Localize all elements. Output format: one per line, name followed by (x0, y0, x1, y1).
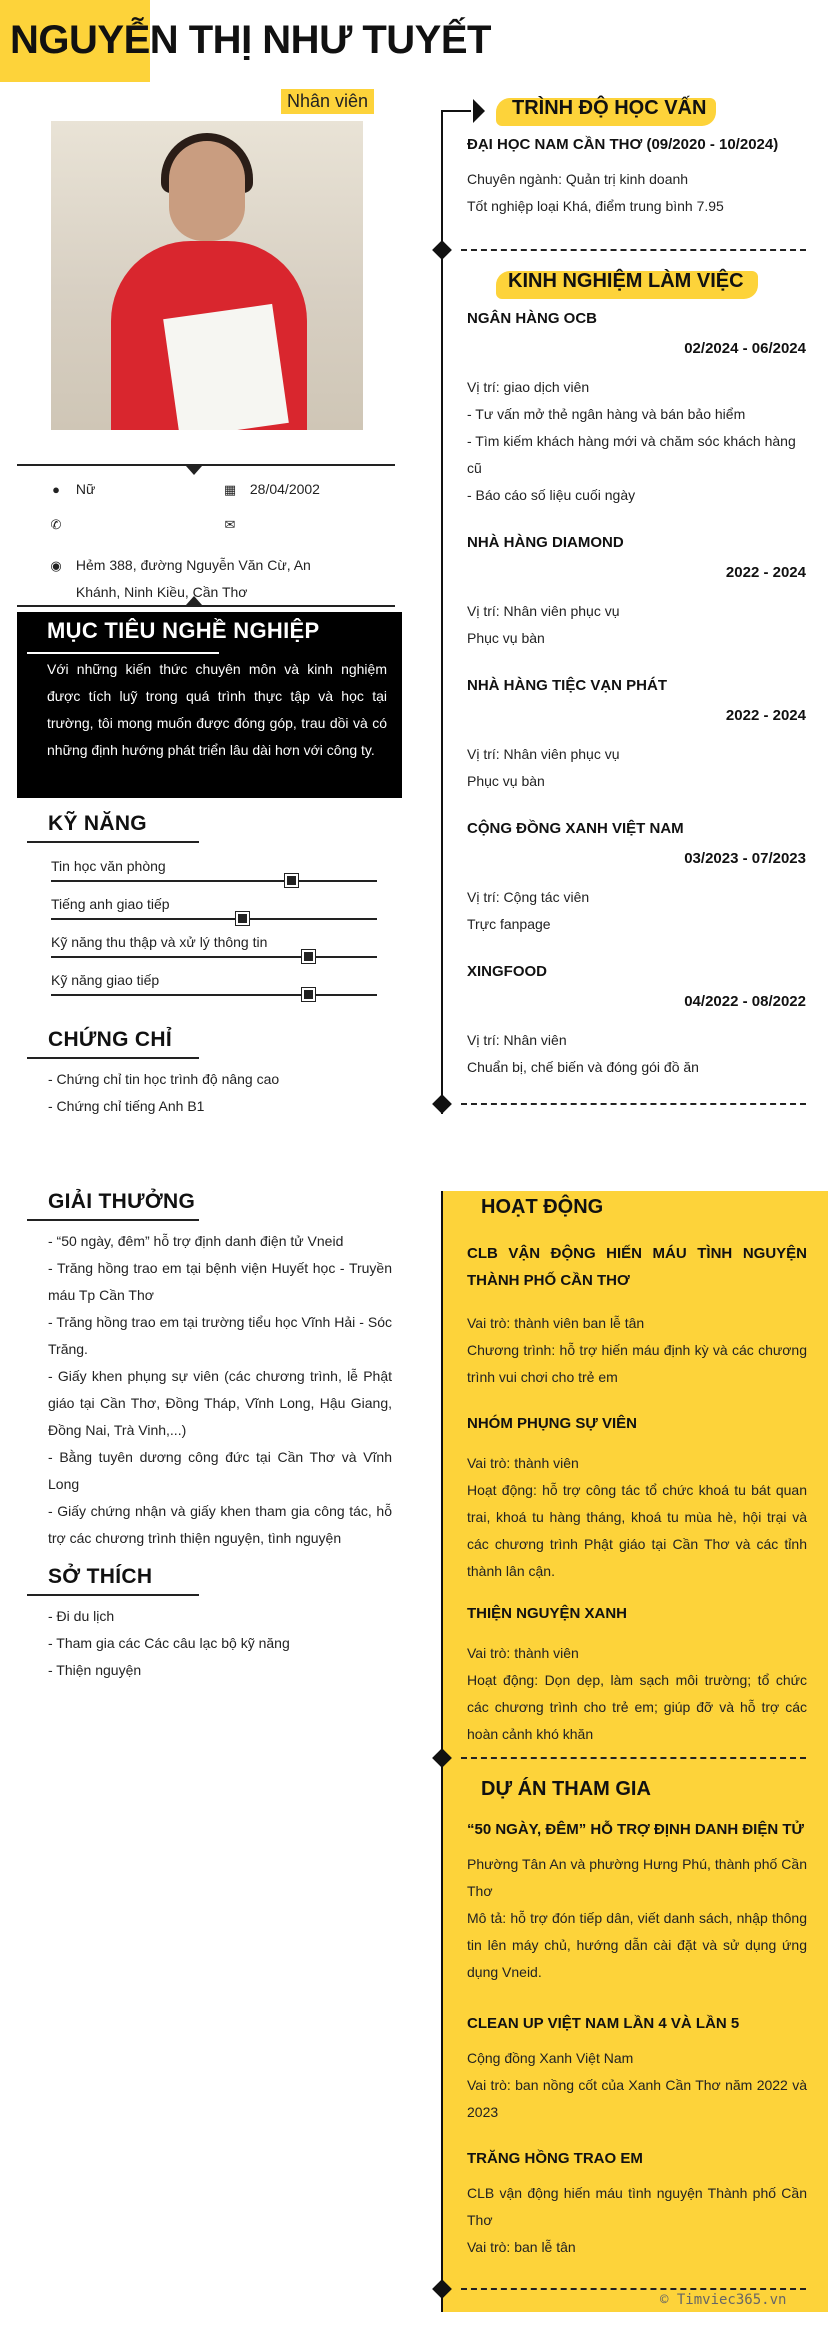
activity-text: Vai trò: thành viên Hoạt động: hỗ trợ công tác tổ chức khoá tu bát quan trai, khoá tu hàng tháng, khoá tu mùa hè, hội trại và các chương trình Phật giáo tại Cần Thơ và các tỉnh thành lân cận. (467, 1455, 807, 1579)
hobbies-list (48, 1603, 388, 1684)
education-school: ĐẠI HỌC NAM CẦN THƠ (09/2020 - 10/2024) (467, 136, 779, 153)
skill-name: Kỹ năng thu thập và xử lý thông tin (51, 934, 268, 950)
career-goal-text: Với những kiến thức chuyên môn và kinh nghiệm được tích luỹ trong quá trình thực tập và học tại trường, tôi mong muốn được đóng góp, trau dồi và có những định hướng phát triển lâu dài hơn với công ty. (47, 661, 387, 758)
hobbies-title: SỞ THÍCH (48, 1565, 153, 1588)
skill-level-knob (236, 912, 249, 925)
experience-date: 04/2022 - 08/2022 (684, 993, 806, 1010)
phone-row (48, 516, 72, 533)
timeline-diamond (432, 240, 452, 260)
experience-line: Vị trí: giao dịch viên (467, 379, 590, 395)
award-item: - Trăng hồng trao em tại trường tiểu học Vĩnh Hải - Sóc Trăng. (48, 1314, 392, 1357)
certificates-list (48, 1066, 388, 1120)
skill-level-knob (302, 950, 315, 963)
name-header (0, 0, 828, 82)
hobby-item: - Thiện nguyện (48, 1662, 142, 1678)
skill-track (51, 956, 377, 958)
experience-banner (496, 267, 766, 303)
experience-line: Phục vụ bàn (467, 773, 545, 789)
experience-line: Vị trí: Cộng tác viên (467, 889, 590, 905)
career-goal-title: MỤC TIÊU NGHỀ NGHIỆP (47, 618, 320, 643)
experience-company: NHÀ HÀNG TIỆC VẠN PHÁT (467, 677, 668, 694)
birthday-row (222, 481, 320, 498)
education-banner (496, 94, 726, 130)
activity-text: Vai trò: thành viên Hoạt động: Dọn dẹp, làm sạch môi trường; tổ chức các chương trình cho trẻ em; giúp đỡ và hỗ trợ các hoàn cảnh khó khăn (467, 1645, 807, 1742)
section-divider (461, 2288, 806, 2290)
project-name: CLEAN UP VIỆT NAM LẦN 4 VÀ LẦN 5 (467, 2015, 740, 2032)
project-text: Cộng đồng Xanh Việt Nam Vai trò: ban nồng cốt của Xanh Cần Thơ năm 2022 và 2023 (467, 2050, 807, 2120)
photo-paper (163, 304, 289, 430)
position-tag: Nhân viên (281, 89, 374, 114)
experience-title: KINH NGHIỆM LÀM VIỆC (508, 270, 744, 292)
experience-date: 02/2024 - 06/2024 (684, 340, 806, 357)
activity-text: Vai trò: thành viên ban lễ tân Chương trình: hỗ trợ hiến máu định kỳ và các chương trình vui chơi cho trẻ em (467, 1315, 807, 1385)
project-text: CLB vận động hiến máu tình nguyện Thành phố Cần Thơ Vai trò: ban lễ tân (467, 2185, 807, 2255)
watermark: © Timviec365.vn (660, 2292, 787, 2308)
timeline-diamond (432, 1094, 452, 1114)
address-row (48, 552, 311, 606)
award-item: - Bằng tuyên dương công đức tại Cần Thơ và Vĩnh Long (48, 1449, 392, 1492)
project-name: “50 NGÀY, ĐÊM” HỖ TRỢ ĐỊNH DANH ĐIỆN TỬ (467, 1821, 804, 1838)
award-item: - Giấy khen phụng sự viên (các chương trình, lễ Phật giáo tại Cần Thơ, Đồng Tháp, Vĩnh Long, Hậu Giang, Đồng Nai, Trà Vinh,...) (48, 1368, 392, 1438)
activity-org: CLB VẬN ĐỘNG HIẾN MÁU TÌNH NGUYỆN THÀNH PHỐ CẦN THƠ (467, 1245, 807, 1289)
education-details (467, 166, 807, 220)
activity-org: NHÓM PHỤNG SỰ VIÊN (467, 1415, 637, 1432)
info-top-notch (186, 466, 202, 475)
education-result: Tốt nghiệp loại Khá, điểm trung bình 7.95 (467, 198, 724, 214)
experience-line: Chuẩn bị, chế biến và đóng gói đồ ăn (467, 1059, 699, 1075)
calendar-icon: ▦ (223, 482, 237, 497)
project-name: TRĂNG HỒNG TRAO EM (467, 2150, 643, 2167)
career-goal-underline (27, 652, 219, 654)
education-major: Chuyên ngành: Quản trị kinh doanh (467, 171, 689, 187)
experience-date: 2022 - 2024 (725, 564, 806, 581)
award-item: - “50 ngày, đêm” hỗ trợ định danh điện tử Vneid (48, 1233, 344, 1249)
experience-line: Vị trí: Nhân viên phục vụ (467, 746, 620, 762)
timeline-arrow-stem (441, 110, 471, 112)
photo-face (169, 141, 245, 241)
user-icon: ● (52, 482, 60, 497)
skill-track (51, 880, 377, 882)
info-top-rule (17, 464, 395, 466)
skills-underline (27, 841, 199, 843)
skill-name: Kỹ năng giao tiếp (51, 972, 160, 988)
address-line-1: Hẻm 388, đường Nguyễn Văn Cừ, An (75, 557, 311, 573)
mail-icon: ✉ (224, 517, 236, 532)
experience-company: XINGFOOD (467, 963, 548, 980)
info-bottom-notch (186, 596, 202, 605)
location-icon: ◉ (50, 558, 62, 573)
experience-date: 03/2023 - 07/2023 (684, 850, 806, 867)
skill-level-knob (285, 874, 298, 887)
activity-org: THIỆN NGUYỆN XANH (467, 1605, 628, 1622)
awards-list (48, 1228, 392, 1552)
skill-level-knob (302, 988, 315, 1001)
skill-track (51, 918, 377, 920)
email-row (222, 516, 246, 533)
experience-date: 2022 - 2024 (725, 707, 806, 724)
certificates-underline (27, 1057, 199, 1059)
timeline-arrow-icon (473, 99, 485, 123)
experience-line: Trực fanpage (467, 916, 551, 932)
award-item: - Giấy chứng nhận và giấy khen tham gia công tác, hỗ trợ các chương trình thiện nguyện, tình nguyện (48, 1503, 392, 1546)
address-line-2: Khánh, Ninh Kiều, Cần Thơ (75, 584, 248, 600)
projects-title: DỰ ÁN THAM GIA (481, 1778, 651, 1800)
activities-title: HOẠT ĐỘNG (481, 1196, 604, 1218)
full-name: NGUYỄN THỊ NHƯ TUYẾT (10, 18, 491, 62)
experience-line: Vị trí: Nhân viên (467, 1032, 567, 1048)
experience-line: Vị trí: Nhân viên phục vụ (467, 603, 620, 619)
experience-line: - Báo cáo số liệu cuối ngày (467, 487, 636, 503)
career-goal-section (17, 612, 402, 798)
skill-name: Tin học văn phòng (51, 858, 166, 874)
section-divider (461, 1103, 806, 1105)
experience-company: NHÀ HÀNG DIAMOND (467, 534, 624, 551)
awards-title: GIẢI THƯỞNG (48, 1190, 196, 1213)
hobby-item: - Đi du lịch (48, 1608, 115, 1624)
birthday-value: 28/04/2002 (249, 481, 320, 497)
phone-icon: ✆ (50, 517, 62, 532)
experience-company: NGÂN HÀNG OCB (467, 310, 597, 327)
profile-photo (51, 121, 363, 430)
timeline-line-top (441, 110, 443, 1114)
section-divider (461, 249, 806, 251)
info-bottom-rule (17, 605, 395, 607)
experience-line: - Tìm kiếm khách hàng mới và chăm sóc khách hàng cũ (467, 433, 796, 476)
experience-line: - Tư vấn mở thẻ ngân hàng và bán bảo hiểm (467, 406, 746, 422)
experience-company: CỘNG ĐỒNG XANH VIỆT NAM (467, 820, 684, 837)
hobbies-underline (27, 1594, 199, 1596)
skills-title: KỸ NĂNG (48, 812, 147, 835)
education-title: TRÌNH ĐỘ HỌC VẤN (512, 97, 707, 119)
gender-row (48, 481, 95, 497)
skill-name: Tiếng anh giao tiếp (51, 896, 170, 912)
certificate-item: - Chứng chỉ tin học trình độ nâng cao (48, 1071, 280, 1087)
skill-track (51, 994, 377, 996)
gender-value: Nữ (75, 481, 96, 497)
award-item: - Trăng hồng trao em tại bệnh viện Huyết học - Truyền máu Tp Cần Thơ (48, 1260, 392, 1303)
section-divider (461, 1757, 806, 1759)
certificate-item: - Chứng chỉ tiếng Anh B1 (48, 1098, 205, 1114)
experience-line: Phục vụ bàn (467, 630, 545, 646)
awards-underline (27, 1219, 199, 1221)
certificates-title: CHỨNG CHỈ (48, 1028, 172, 1051)
project-text: Phường Tân An và phường Hưng Phú, thành phố Cần Thơ Mô tả: hỗ trợ đón tiếp dân, viết danh sách, nhập thông tin lên máy chủ, hướng dẫn cài đặt và sử dụng ứng dụng Vneid. (467, 1856, 807, 1980)
hobby-item: - Tham gia các Các câu lạc bộ kỹ năng (48, 1635, 290, 1651)
